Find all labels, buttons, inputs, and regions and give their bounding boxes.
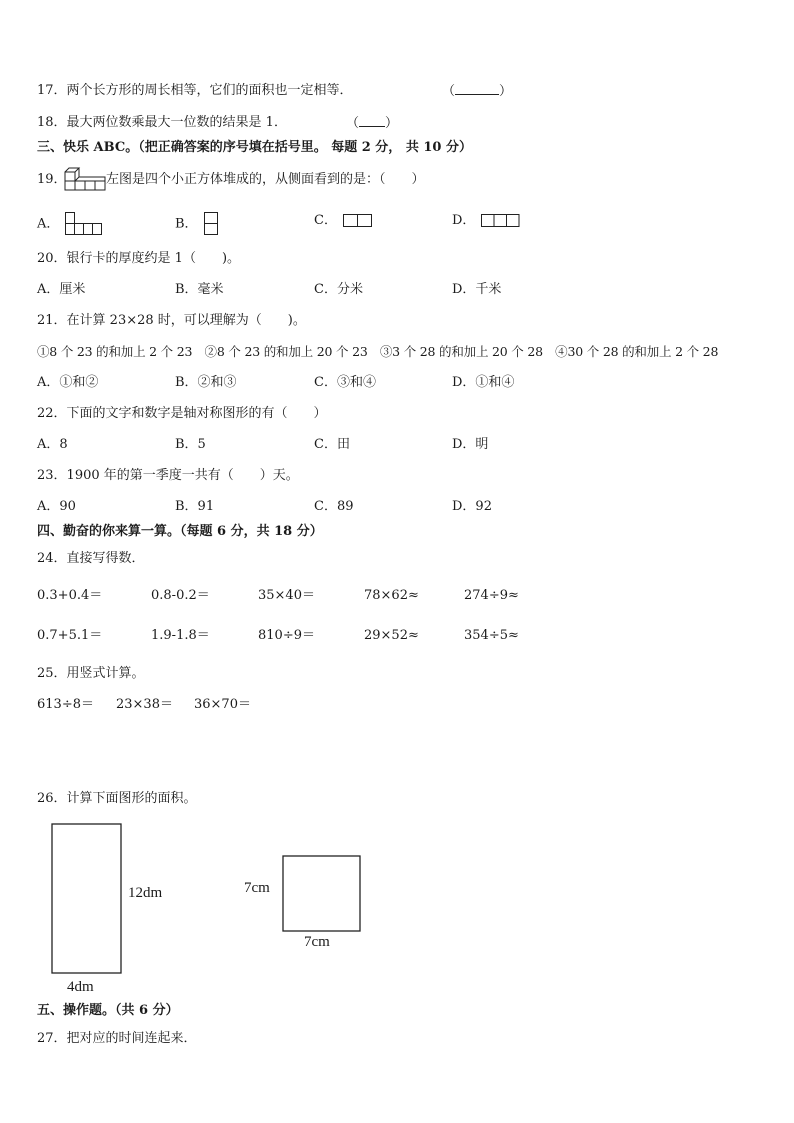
option-21-a[interactable]: A．①和② bbox=[37, 375, 99, 390]
question-23: 23．1900 年的第一季度一共有（ ）天。 bbox=[37, 468, 299, 483]
square-bottom-label: 7cm bbox=[304, 934, 330, 950]
option-22-d[interactable]: D．明 bbox=[452, 437, 489, 452]
option-20-a[interactable]: A．厘米 bbox=[37, 282, 86, 297]
rectangle-width-label: 4dm bbox=[67, 979, 94, 995]
section-4-heading: 四、勤奋的你来算一算。（每题 6 分，共 18 分） bbox=[37, 524, 323, 539]
view-figure-d bbox=[481, 214, 521, 228]
option-19-b[interactable]: B． bbox=[175, 212, 220, 236]
option-23-b[interactable]: B．91 bbox=[175, 499, 215, 514]
question-text: 18．最大两位数乘最大一位数的结果是 1． bbox=[37, 115, 287, 130]
option-19-c[interactable]: C． bbox=[314, 212, 373, 230]
calc-item: 613÷8＝ bbox=[37, 697, 94, 712]
view-figure-b bbox=[204, 212, 220, 236]
answer-blank-17[interactable]: （ ） bbox=[442, 84, 513, 99]
calc-item: 36×70＝ bbox=[194, 697, 251, 712]
option-20-b[interactable]: B．毫米 bbox=[175, 282, 224, 297]
question-text: 17．两个长方形的周长相等，它们的面积也一定相等． bbox=[37, 83, 353, 98]
question-19: 19． bbox=[37, 172, 67, 187]
calc-item: 23×38＝ bbox=[116, 697, 173, 712]
question-22: 22．下面的文字和数字是轴对称图形的有（ ） bbox=[37, 406, 327, 421]
option-20-d[interactable]: D．千米 bbox=[452, 282, 502, 297]
rectangle-figure bbox=[51, 823, 123, 975]
view-figure-c bbox=[343, 214, 373, 228]
option-21-d[interactable]: D．①和④ bbox=[452, 375, 515, 390]
option-23-d[interactable]: D．92 bbox=[452, 499, 492, 514]
option-20-c[interactable]: C．分米 bbox=[314, 282, 363, 297]
question-18 bbox=[37, 114, 287, 132]
square-side-label: 7cm bbox=[244, 880, 270, 896]
blank-line bbox=[359, 114, 385, 127]
option-22-c[interactable]: C．田 bbox=[314, 437, 350, 452]
question-19-text: 左图是四个小正方体堆成的，从侧面看到的是：（ ） bbox=[106, 172, 425, 187]
calc-item: 354÷5≈ bbox=[464, 628, 519, 643]
option-19-a[interactable]: A． bbox=[37, 212, 103, 236]
blank-line bbox=[455, 82, 499, 95]
section-5-heading: 五、操作题。（共 6 分） bbox=[37, 1003, 179, 1018]
rectangle-height-label: 12dm bbox=[128, 885, 163, 901]
calc-item: 274÷9≈ bbox=[464, 588, 519, 603]
square-figure bbox=[282, 855, 362, 933]
option-19-d[interactable]: D． bbox=[452, 212, 521, 230]
answer-blank-18[interactable]: （ ） bbox=[346, 116, 399, 131]
question-26: 26．计算下面图形的面积。 bbox=[37, 791, 197, 806]
option-22-a[interactable]: A．8 bbox=[37, 437, 68, 452]
calc-item: 78×62≈ bbox=[364, 588, 419, 603]
question-17 bbox=[37, 82, 353, 100]
question-27: 27．把对应的时间连起来． bbox=[37, 1031, 197, 1046]
question-25: 25．用竖式计算。 bbox=[37, 666, 145, 681]
calc-item: 29×52≈ bbox=[364, 628, 419, 643]
option-23-c[interactable]: C．89 bbox=[314, 499, 354, 514]
question-21-statements: ①8 个 23 的和加上 2 个 23 ②8 个 23 的和加上 20 个 23 ③3 个 28 的和加上 20 个 28 ④30 个 28 的和加上 2 个 28 bbox=[37, 344, 719, 359]
calc-item: 0.8-0.2＝ bbox=[151, 588, 210, 603]
calc-item: 0.3+0.4＝ bbox=[37, 588, 103, 603]
calc-item: 35×40＝ bbox=[258, 588, 315, 603]
option-23-a[interactable]: A．90 bbox=[37, 499, 76, 514]
section-3-heading: 三、快乐 ABC。（把正确答案的序号填在括号里。 每题 2 分， 共 10 分） bbox=[37, 140, 472, 155]
calc-item: 0.7+5.1＝ bbox=[37, 628, 103, 643]
calc-item: 810÷9＝ bbox=[258, 628, 315, 643]
stacked-cubes-figure bbox=[64, 166, 106, 192]
option-21-c[interactable]: C．③和④ bbox=[314, 375, 376, 390]
option-21-b[interactable]: B．②和③ bbox=[175, 375, 237, 390]
question-20: 20．银行卡的厚度约是 1（ )。 bbox=[37, 251, 241, 266]
calc-item: 1.9-1.8＝ bbox=[151, 628, 210, 643]
question-24: 24．直接写得数． bbox=[37, 551, 145, 566]
question-21: 21．在计算 23×28 时，可以理解为（ )。 bbox=[37, 313, 306, 328]
option-22-b[interactable]: B．5 bbox=[175, 437, 206, 452]
view-figure-a bbox=[65, 212, 103, 236]
